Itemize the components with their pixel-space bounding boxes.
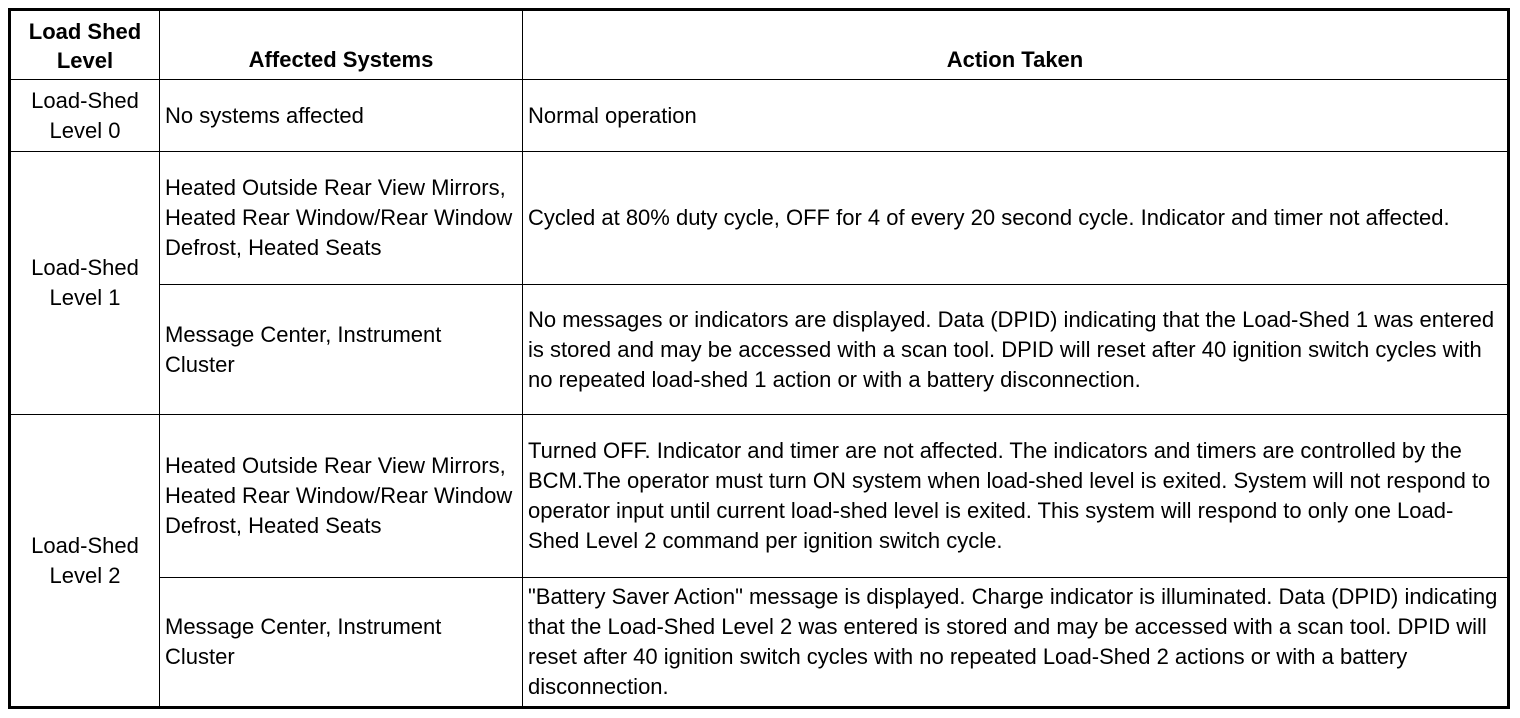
action-taken-cell: Cycled at 80% duty cycle, OFF for 4 of every 20 second cycle. Indicator and timer not affected. <box>523 152 1509 285</box>
action-taken-cell: Turned OFF. Indicator and timer are not affected. The indicators and timers are controlled by the BCM.The operator must turn ON system when load-shed level is exited. System will not respond to operator input until current load-shed level is exited. This system will respond to only one Load-Shed Level 2 command per ignition switch cycle. <box>523 415 1509 578</box>
action-taken-cell: No messages or indicators are displayed. Data (DPID) indicating that the Load-Shed 1 was entered is stored and may be accessed with a scan tool. DPID will reset after 40 ignition switch cycles with no repeated load-shed 1 action or with a battery disconnection. <box>523 285 1509 415</box>
level-label-line1: Load-Shed <box>31 255 139 280</box>
level-label-line1: Load-Shed <box>31 532 139 558</box>
action-taken-cell: "Battery Saver Action" message is displayed. Charge indicator is illuminated. Data (DPID) indicating that the Load-Shed Level 2 was entered is stored and may be accessed with a scan tool. DPID will reset after 40 ignition switch cycles with no repeated Load-Shed 2 actions or with a battery disconnection. <box>523 578 1509 708</box>
load-shed-table <box>8 8 1510 709</box>
header-level-line1: Load Shed <box>28 19 142 44</box>
affected-systems-cell: Heated Outside Rear View Mirrors, Heated Rear Window/Rear Window Defrost, Heated Seats <box>160 415 523 578</box>
affected-systems-cell: Heated Outside Rear View Mirrors, Heated Rear Window/Rear Window Defrost, Heated Seats <box>160 152 523 285</box>
level-cell <box>10 80 160 152</box>
table-row <box>10 285 1509 415</box>
level-label-line2: Level 2 <box>49 562 121 588</box>
level-label-line2: Level 0 <box>49 117 121 143</box>
affected-systems-cell: Message Center, Instrument Cluster <box>160 578 523 708</box>
header-level-line2: Level <box>56 48 114 73</box>
header-affected-systems: Affected Systems <box>160 10 523 80</box>
header-action-taken: Action Taken <box>523 10 1509 80</box>
table-row <box>10 80 1509 152</box>
affected-systems-cell: Message Center, Instrument Cluster <box>160 285 523 415</box>
level-cell <box>10 152 160 415</box>
table-row <box>10 415 1509 578</box>
level-label-line2: Level 1 <box>49 285 121 310</box>
table-row <box>10 152 1509 285</box>
level-label-line1: Load-Shed <box>31 87 139 113</box>
table-header-row <box>10 10 1509 80</box>
header-load-shed-level <box>10 10 160 80</box>
load-shed-table-container <box>8 8 1510 709</box>
action-taken-cell: Normal operation <box>523 80 1509 152</box>
level-cell <box>10 415 160 708</box>
table-row <box>10 578 1509 708</box>
affected-systems-cell: No systems affected <box>160 80 523 152</box>
